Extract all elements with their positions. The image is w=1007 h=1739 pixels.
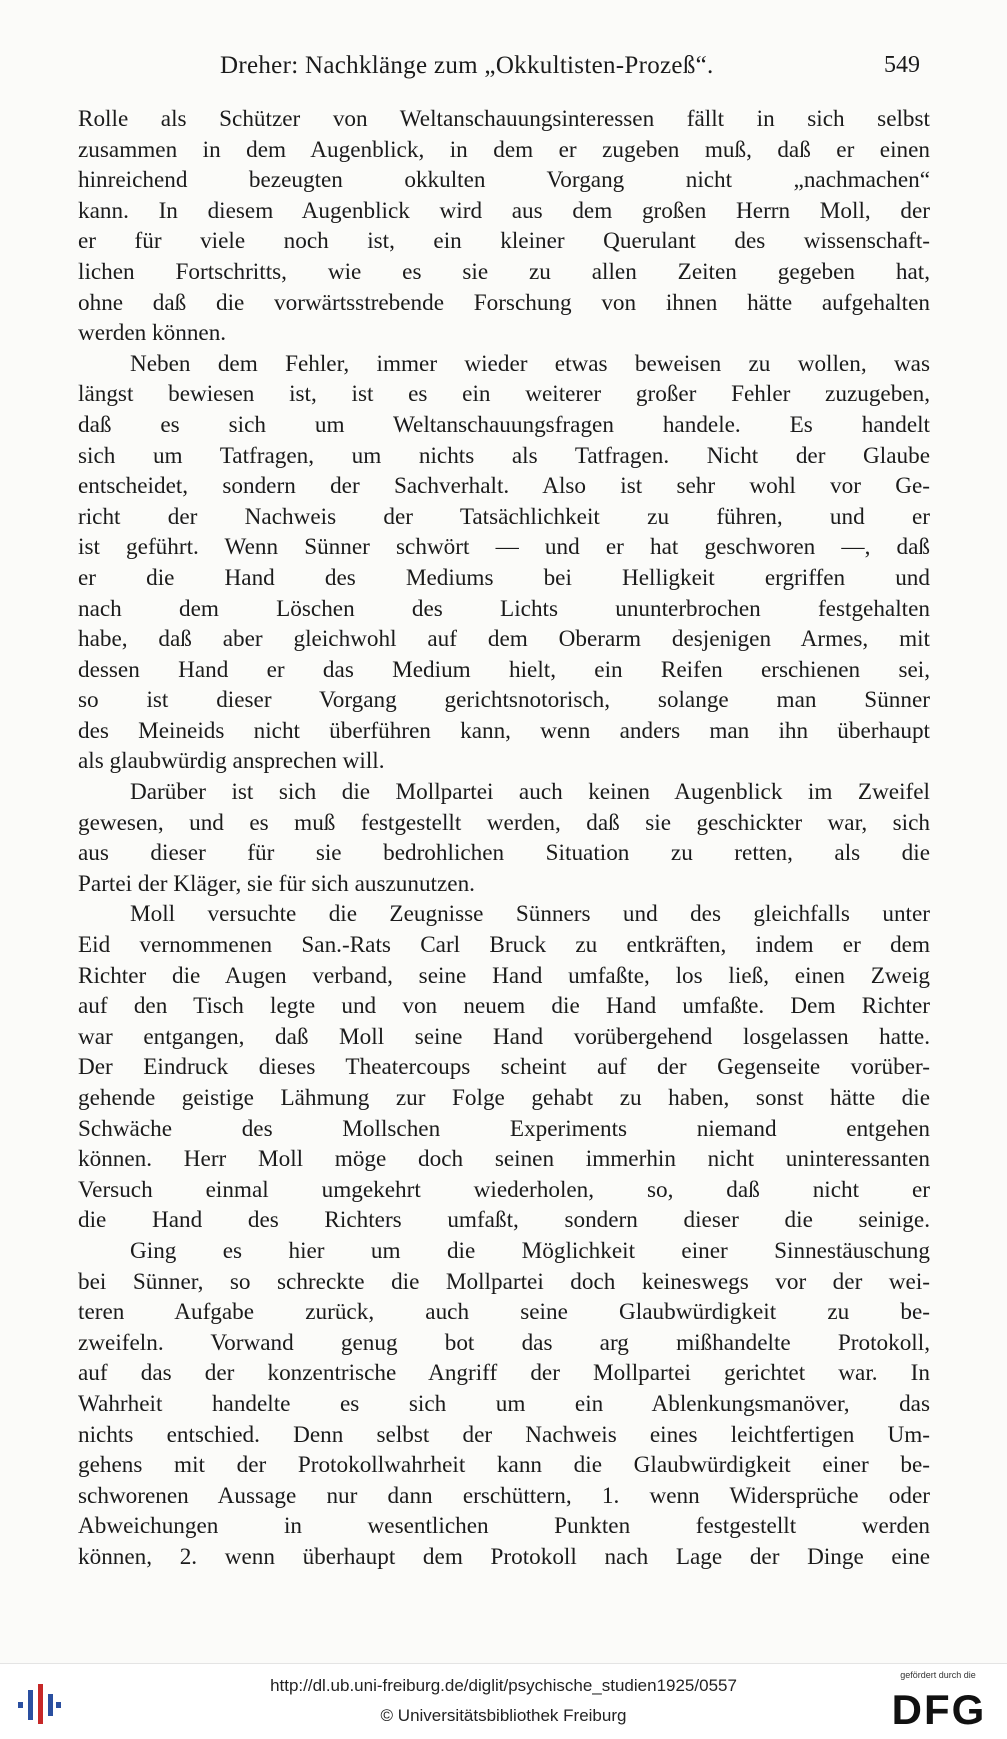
text-line: als glaubwürdig ansprechen will. [78, 748, 385, 775]
text-line: lichen Fortschritts, wie es sie zu allen Zeiten gegeben hat, [78, 258, 930, 285]
text-line: entscheidet, sondern der Sachverhalt. Also ist sehr wohl vor Ge- [78, 473, 930, 500]
text-line: kann. In diesem Augenblick wird aus dem großen Herrn Moll, der [78, 197, 930, 224]
text-line: sich um Tatfragen, um nichts als Tatfragen. Nicht der Glaube [78, 442, 930, 469]
text-line: war entgangen, daß Moll seine Hand vorübergehend losgelassen hatte. [78, 1023, 930, 1050]
svg-text:DFG: DFG [891, 1686, 987, 1730]
dfg-logo-icon [883, 1684, 995, 1730]
text-line: gewesen, und es muß festgestellt werden, daß sie geschickter war, sich [78, 809, 930, 836]
text-line: aus dieser für sie bedrohlichen Situation zu retten, als die [78, 840, 930, 867]
text-line: bei Sünner, so schreckte die Mollpartei doch keineswegs vor der wei- [78, 1268, 930, 1295]
text-line: Partei der Kläger, sie für sich auszunutzen. [78, 870, 475, 897]
text-line: Abweichungen in wesentlichen Punkten festgestellt werden [78, 1513, 930, 1540]
text-line: Darüber ist sich die Mollpartei auch keinen Augenblick im Zweifel [130, 779, 930, 806]
text-line: Rolle als Schützer von Weltanschauungsinteressen fällt in sich selbst [78, 106, 930, 132]
text-line: dessen Hand er das Medium hielt, ein Reifen erschienen sei, [78, 656, 930, 683]
text-line: auf das der konzentrische Angriff der Mollpartei gerichtet war. In [78, 1360, 930, 1387]
text-line: Versuch einmal umgekehrt wiederholen, so, daß nicht er [78, 1176, 930, 1203]
text-line: Moll versuchte die Zeugnisse Sünners und des gleichfalls unter [130, 901, 930, 928]
text-line: zweifeln. Vorwand genug bot das arg mißhandelte Protokoll, [78, 1329, 930, 1356]
text-line: teren Aufgabe zurück, auch seine Glaubwürdigkeit zu be- [78, 1299, 930, 1326]
copyright-text: © Universitätsbibliothek Freiburg [380, 1706, 627, 1725]
text-line: zusammen in dem Augenblick, in dem er zugeben muß, daß er einen [78, 136, 930, 163]
text-line: hinreichend bezeugten okkulten Vorgang nicht „nachmachen“ [78, 167, 930, 194]
text-line: Richter die Augen verband, seine Hand umfaßte, los ließ, einen Zweig [78, 962, 930, 989]
running-header [80, 52, 920, 92]
text-line: so ist dieser Vorgang gerichtsnotorisch, solange man Sünner [78, 687, 930, 714]
body-text [78, 104, 930, 1573]
running-title: Dreher: Nachklänge zum „Okkultisten-Prozeß“. [220, 52, 714, 79]
text-line: Neben dem Fehler, immer wieder etwas beweisen zu wollen, was [130, 350, 930, 377]
text-line: Wahrheit handelte es sich um ein Ablenkungsmanöver, das [78, 1390, 930, 1417]
text-line: Eid vernommenen San.-Rats Carl Bruck zu entkräften, indem er dem [78, 932, 930, 959]
text-line: nichts entschied. Denn selbst der Nachweis eines leichtfertigen Um- [78, 1421, 930, 1448]
text-line: ohne daß die vorwärtsstrebende Forschung von ihnen hätte aufgehalten [78, 289, 930, 316]
text-line: richt der Nachweis der Tatsächlichkeit zu führen, und er [78, 503, 930, 530]
page-number: 549 [884, 52, 920, 78]
text-line: Der Eindruck dieses Theatercoups scheint auf der Gegenseite vorüber- [78, 1054, 930, 1081]
text-line: längst bewiesen ist, ist es ein weiterer großer Fehler zuzugeben, [78, 381, 930, 408]
text-line: gehende geistige Lähmung zur Folge gehabt zu haben, sonst hätte die [78, 1085, 930, 1111]
viewer-footer [0, 1663, 1007, 1739]
text-line: auf den Tisch legte und von neuem die Hand umfaßte. Dem Richter [78, 993, 930, 1020]
text-line: können, 2. wenn überhaupt dem Protokoll nach Lage der Dinge eine [78, 1543, 930, 1570]
text-line: ist geführt. Wenn Sünner schwört — und er hat geschworen —, daß [78, 534, 930, 561]
text-line: daß es sich um Weltanschauungsfragen handele. Es handelt [78, 411, 930, 438]
text-line: werden können. [78, 320, 227, 347]
text-line: Schwäche des Mollschen Experiments niemand entgehen [78, 1115, 930, 1142]
text-line: des Meineids nicht überführen kann, wenn anders man ihn überhaupt [78, 717, 930, 744]
permalink-url[interactable]: http://dl.ub.uni-freiburg.de/diglit/psychische_studien1925/0557 [270, 1676, 737, 1695]
text-line: Ging es hier um die Möglichkeit einer Sinnestäuschung [130, 1237, 930, 1264]
text-line: die Hand des Richters umfaßt, sondern dieser die seinige. [78, 1207, 930, 1234]
text-line: können. Herr Moll möge doch seinen immerhin nicht uninteressanten [78, 1146, 930, 1173]
text-line: gehens mit der Protokollwahrheit kann die Glaubwürdigkeit einer be- [78, 1452, 930, 1479]
text-line: nach dem Löschen des Lichts ununterbrochen festgehalten [78, 595, 930, 622]
text-line: schworenen Aussage nur dann erschüttern, 1. wenn Widersprüche oder [78, 1482, 930, 1509]
text-line: er die Hand des Mediums bei Helligkeit ergriffen und [78, 564, 930, 591]
text-line: habe, daß aber gleichwohl auf dem Oberarm desjenigen Armes, mit [78, 626, 930, 653]
funding-note: gefördert durch die [900, 1670, 976, 1680]
text-line: er für viele noch ist, ein kleiner Querulant des wissenschaft- [78, 228, 930, 255]
